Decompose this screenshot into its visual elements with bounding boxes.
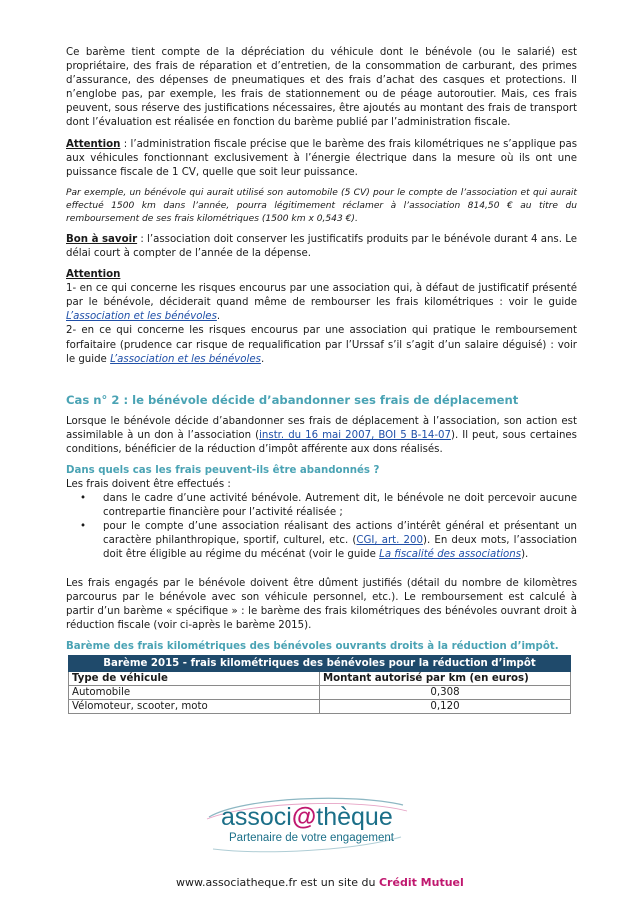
bareme-table xyxy=(68,655,571,714)
footer-brand: Crédit Mutuel xyxy=(378,876,464,889)
case2-paragraph-2: Les frais engagés par le bénévole doivent être dûment justifiés (détail du nombre de kilomètres parcourus par le bénévole avec son véhicule personnel, etc.). Le remboursement est calculé à partir d’un barème « spécifique » : le barème des frais kilométriques des bénévoles ouvrant droit à réduction fiscale (voir ci-après le barème 2015). xyxy=(66,577,577,631)
bullet-icon: • xyxy=(80,521,87,533)
bon-a-savoir-text: : l’association doit conserver les justificatifs produits par le bénévole durant 4 ans. Le délai court à compter de l’année de la dépense. xyxy=(66,233,577,259)
conditions-list xyxy=(66,492,577,562)
logo-tagline: Partenaire de votre engagement xyxy=(229,832,394,844)
logo-graphic xyxy=(203,791,409,855)
attention-text: : l’administration fiscale précise que le barème des frais kilométriques ne s’applique pas aux véhicules fonctionnant exclusivement à l’énergie électrique dans la mesure où ils ont une puissance fiscale de 1 CV, quelle que soit leur puissance. xyxy=(66,138,577,178)
footer-line xyxy=(176,876,556,889)
table-cell: Vélomoteur, scooter, moto xyxy=(69,699,320,713)
list-item: • pour le compte d’une association réalisant des actions d’intérêt général et présentant un caractère philanthropique, sportif, culturel, etc. (CGI, art. 200). En deux mots, l’association doit être éligible au régime du mécénat (voir le guide La fiscalité des associations). xyxy=(80,521,577,561)
bareme-subheading: Barème des frais kilométriques des bénévoles ouvrants droits à la réduction d’impôt. xyxy=(66,640,559,652)
case2-subheading: Dans quels cas les frais peuvent-ils être abandonnés ? xyxy=(66,464,380,476)
associatheque-logo xyxy=(203,791,409,855)
table-header-cell: Montant autorisé par km (en euros) xyxy=(320,671,571,685)
table-row xyxy=(69,699,571,713)
table-row xyxy=(69,685,571,699)
table-header-cell: Type de véhicule xyxy=(69,671,320,685)
bon-a-savoir-note xyxy=(66,233,577,261)
case2-heading: Cas n° 2 : le bénévole décide d’abandonner ses frais de déplacement xyxy=(66,392,519,407)
table-cell: 0,120 xyxy=(320,699,571,713)
document-body xyxy=(66,46,577,714)
bullet-icon: • xyxy=(80,493,87,505)
footer-text: www.associatheque.fr est un site du xyxy=(176,876,379,889)
attention2-label: Attention xyxy=(66,269,121,281)
guide-link-benevoles-2[interactable]: L’association et les bénévoles xyxy=(110,353,261,365)
table-cell: 0,308 xyxy=(320,685,571,699)
table-cell: Automobile xyxy=(69,685,320,699)
case2-intro: Les frais doivent être effectués : xyxy=(66,478,231,490)
list-item: • dans le cadre d’une activité bénévole. Autrement dit, le bénévole ne doit percevoir aucune contrepartie financière pour l’activité réalisée ; xyxy=(80,493,577,519)
bon-a-savoir-label: Bon à savoir xyxy=(66,233,138,245)
attention-label: Attention xyxy=(66,138,121,150)
attention2-item1: 1- en ce qui concerne les risques encourus par une association qui, à défaut de justificatif présenté par le bénévole, déciderait quand même de rembourser les frais kilométriques : voir le guide L’association et les bénévoles. xyxy=(66,283,577,323)
case2-paragraph: Lorsque le bénévole décide d’abandonner ses frais de déplacement à l’association, son action est assimilable à un don à l’association (instr. du 16 mai 2007, BOI 5 B-14-07). Il peut, sous certaines conditions, bénéficier de la réduction d’impôt afférente aux dons réalisés. xyxy=(66,415,577,455)
paragraph-bareme: Ce barème tient compte de la dépréciation du véhicule dont le bénévole (ou le salarié) est propriétaire, des frais de réparation et d’entretien, de la consommation de carburant, des primes d’assurance, des dépenses de pneumatiques et des frais d’achat des casques et protections. Il n’englobe pas, par exemple, les frais de stationnement ou de péage autoroutier. Mais, ces frais peuvent, sous réserve des justifications nécessaires, être ajoutés au montant des frais de transport dont l’évaluation est réalisée en fonction du barème publié par l’administration fiscale. xyxy=(66,47,577,129)
cgi-link[interactable]: CGI, art. 200 xyxy=(356,535,424,547)
guide-link-fiscalite[interactable]: La fiscalité des associations xyxy=(379,549,522,561)
guide-link-benevoles-1[interactable]: L’association et les bénévoles xyxy=(66,311,217,323)
example-paragraph: Par exemple, un bénévole qui aurait utilisé son automobile (5 CV) pour le compte de l’association et qui aurait effectué 1500 km dans l’année, pourra légitimement réclamer à l’association 814,50 € au titre du remboursement de ses frais kilométriques (1500 km x 0,543 €). xyxy=(66,187,577,224)
logo-wordmark: associ@thèque xyxy=(221,803,393,831)
attention-note xyxy=(66,138,577,180)
table-header-row xyxy=(69,671,571,685)
instruction-link[interactable]: instr. du 16 mai 2007, BOI 5 B-14-07 xyxy=(259,429,451,441)
attention2-item2: 2- en ce qui concerne les risques encourus par une association qui pratique le remboursement forfaitaire (prudence car risque de requalification par l’Urssaf s’il s’agit d’un salaire déguisé) : voir le guide L’association et les bénévoles. xyxy=(66,325,577,365)
table-caption: Barème 2015 - frais kilométriques des bénévoles pour la réduction d’impôt xyxy=(69,655,571,671)
